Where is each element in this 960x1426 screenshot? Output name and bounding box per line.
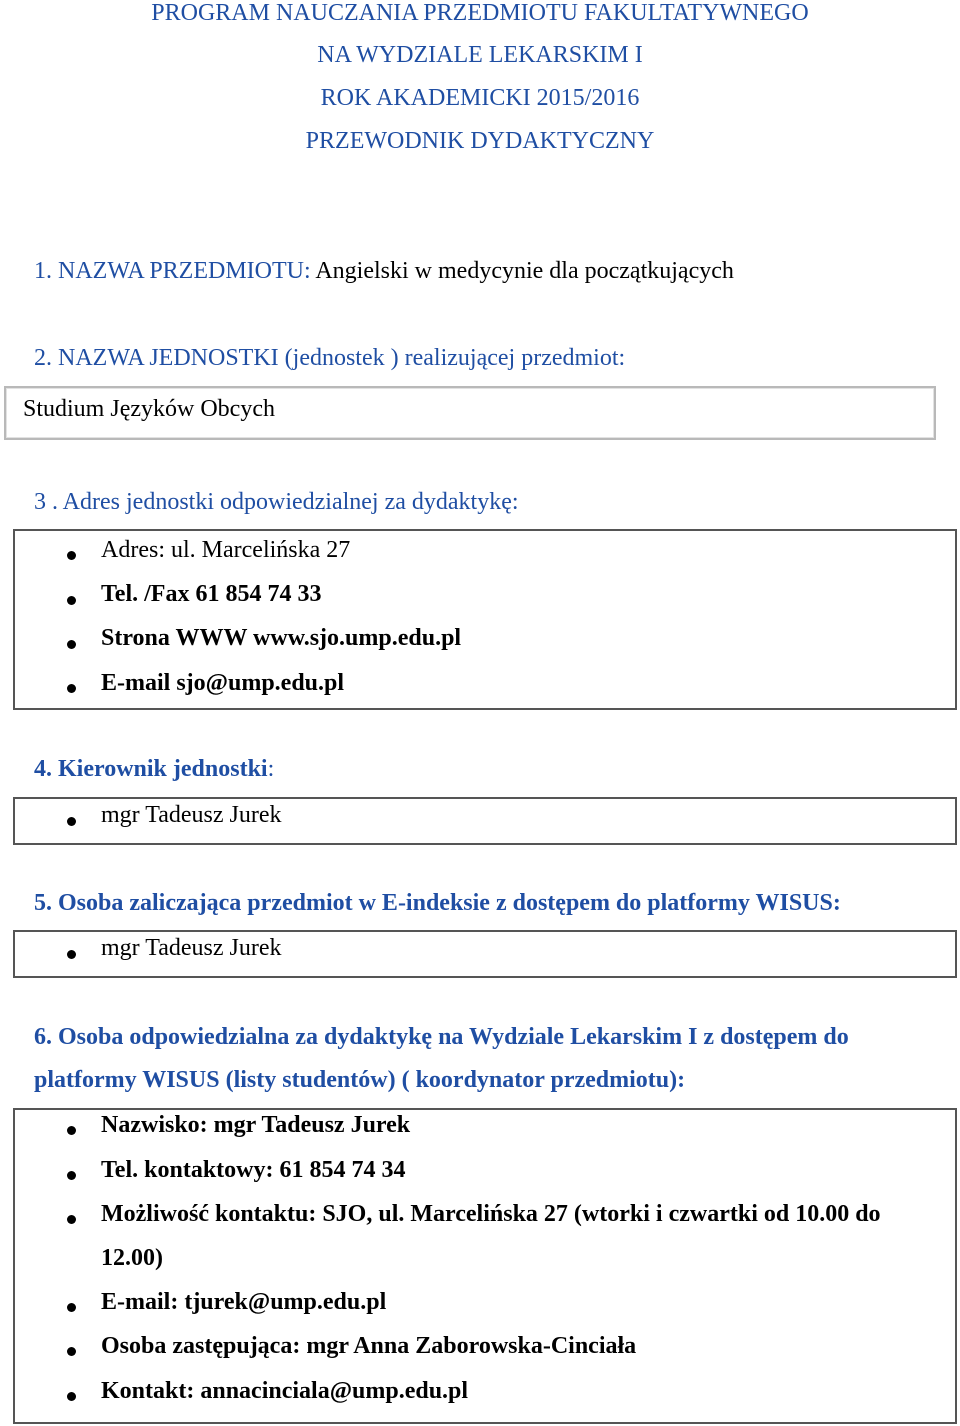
bullet-icon [67,551,76,560]
contact-possibility-continued: 12.00) [101,1245,163,1271]
bullet-icon [67,640,76,649]
section-1 [34,258,734,285]
bullet-icon [67,1215,76,1224]
unit-name: Studium Języków Obcych [23,396,275,422]
coordinator-phone: Tel. kontaktowy: 61 854 74 34 [101,1157,406,1183]
bullet-icon [67,1347,76,1356]
grading-person-box [13,930,957,978]
bullet-icon [67,1126,76,1135]
section-6-label-line-1: 6. Osoba odpowiedzialna za dydaktykę na Wydziale Lekarskim I z dostępem do [34,1024,849,1050]
unit-head-box [13,797,957,845]
section-1-label: 1. NAZWA PRZEDMIOTU: [34,258,311,284]
email-item: E-mail sjo@ump.edu.pl [101,670,345,696]
header-line-3: ROK AKADEMICKI 2015/2016 [320,85,640,111]
coordinator-name: Nazwisko: mgr Tadeusz Jurek [101,1112,411,1138]
bullet-icon [67,1392,76,1401]
header-line-4: PRZEWODNIK DYDAKTYCZNY [305,128,655,154]
substitute-person: Osoba zastępująca: mgr Anna Zaborowska-Cinciała [101,1333,637,1359]
phone-fax-item: Tel. /Fax 61 854 74 33 [101,581,322,607]
bullet-icon [67,1303,76,1312]
section-2-label: 2. NAZWA JEDNOSTKI (jednostek ) realizującej przedmiot: [34,345,626,371]
unit-name-box [4,386,936,440]
website-item: Strona WWW www.sjo.ump.edu.pl [101,625,462,651]
header-line-1: PROGRAM NAUCZANIA PRZEDMIOTU FAKULTATYWNEGO [151,0,809,26]
address-box [13,529,957,710]
address-item: Adres: ul. Marcelińska 27 [101,537,351,563]
subject-name: Angielski w medycynie dla początkujących [315,258,734,284]
coordinator-email: E-mail: tjurek@ump.edu.pl [101,1289,387,1315]
section-3-label: 3 . Adres jednostki odpowiedzialnej za dydaktykę: [34,489,519,515]
bullet-icon [67,596,76,605]
bullet-icon [67,817,76,826]
contact-possibility: Możliwość kontaktu: SJO, ul. Marcelińska 27 (wtorki i czwartki od 10.00 do [101,1201,881,1227]
section-4-label-main: 4. Kierownik jednostki [34,756,268,782]
section-4-label [34,756,274,783]
substitute-contact: Kontakt: annacinciala@ump.edu.pl [101,1378,469,1404]
bullet-icon [67,950,76,959]
bullet-icon [67,684,76,693]
header-line-2: NA WYDZIALE LEKARSKIM I [317,42,643,68]
section-6-label-line-2: platformy WISUS (listy studentów) ( koordynator przedmiotu): [34,1067,686,1093]
grading-person-name: mgr Tadeusz Jurek [101,935,282,961]
coordinator-box [13,1108,957,1424]
section-4-label-colon: : [267,756,275,782]
unit-head-name: mgr Tadeusz Jurek [101,802,282,828]
section-5-label: 5. Osoba zaliczająca przedmiot w E-indeksie z dostępem do platformy WISUS: [34,890,841,916]
bullet-icon [67,1171,76,1180]
